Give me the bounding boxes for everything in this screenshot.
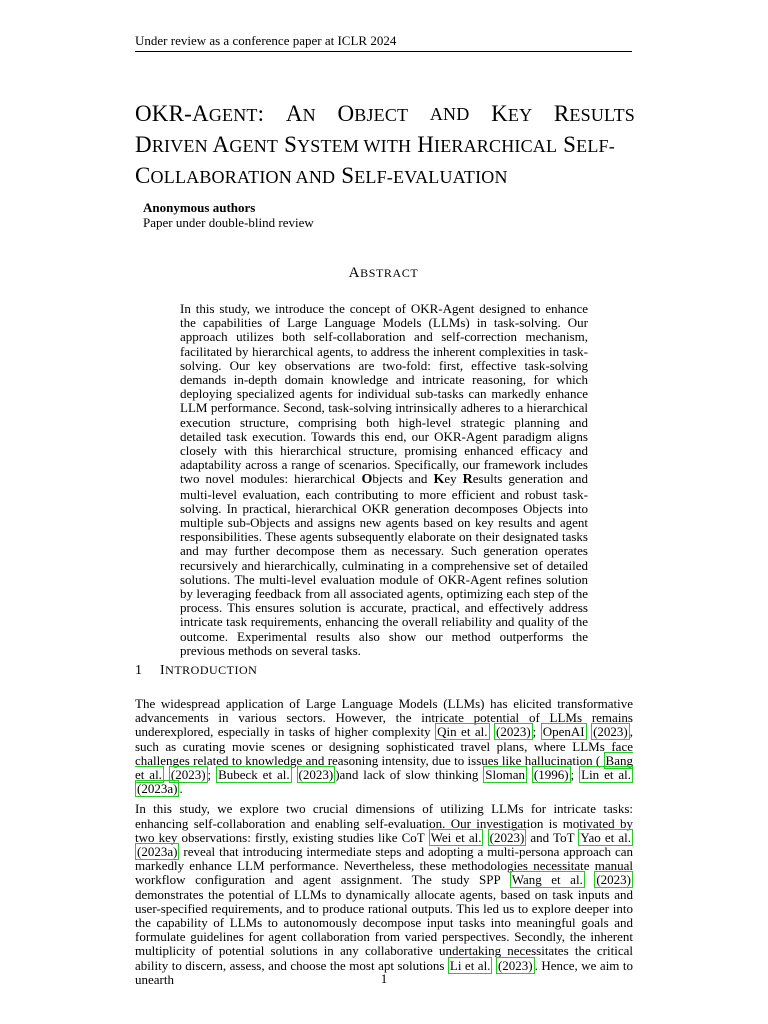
review-note: Paper under double-blind review [143,215,314,230]
abstract-text [180,302,588,658]
citation-link[interactable]: Wang et al. [511,872,583,888]
citation-link[interactable]: Wei et al. [430,829,482,845]
citation-link[interactable]: Lin et al. [581,767,632,783]
intro-paragraph-1: The widespread application of Large Language Models (LLMs) has elicited transformative advancements in various sectors. However, the intricate potential of LLMs remains underexplored, especially in tasks of higher complexity Qin et al. (2023) ; OpenAI (2023) , such as curating movie scenes or designing sophisticated travel plans, where LLMs face challenges related to knowledge and reasoning intensity, due to issues like hallucination ( Bang et al. (2023) ; Bubeck et al. (2023) )and lack of slow thinking Sloman (1996) ; Lin et al. (2023a) . [135,696,633,797]
abstract-heading: ABSTRACT [348,265,419,281]
citation-link[interactable]: (2023) [497,957,533,973]
citation-link[interactable]: Li et al. [449,957,491,973]
abstract-paragraph: In this study, we introduce the concept of OKR-Agent designed to enhance the capabilities of Large Language Models (LLMs) in task-solving. Our approach utilizes both self-collaboration and self-correction mechanism, facilitated by hierarchical agents, to address the inherent complexities in task-solving. Our key observations are two-fold: first, effective task-solving demands in-depth domain knowledge and intricate reasoning, for which deploying specialized agents for individual sub-tasks can markedly enhance LLM performance. Second, task-solving intrinsically adheres to a hierarchical execution structure, comprising both high-level strategic planning and detailed task execution. Towards this end, our OKR-Agent paradigm aligns closely with this hierarchical structure, promising enhanced efficacy and adaptability across a range of scenarios. Specifically, our framework includes two novel modules: hierarchical Objects and Key Results generation and multi-level evaluation, each contributing to more efficient and robust task-solving. In practical, hierarchical OKR generation decomposes Objects into multiple sub-Objects and assigns new agents based on key results and agent responsibilities. These agents subsequently elaborate on their designated tasks and may further decompose them as necessary. Such generation operates recursively and hierarchically, culminating in a comprehensive set of detailed solutions. The multi-level evaluation module of OKR-Agent refines solution by leveraging feedback from all associated agents, optimizing each step of the process. This ensures solution is accurate, practical, and effectively address intricate task requirements, enhancing the overall reliability and quality of the outcome. Experimental results also show our method outperforms the previous methods on several tasks. [180,301,589,658]
title-line-1: OKR-AGENT: AN OBJECT AND KEY RESULTS [135,101,635,126]
citation-link[interactable]: (1996) [533,767,569,783]
author-block [143,200,314,230]
title-line-3: COLLABORATION AND SELF-EVALUATION [135,163,508,188]
section-heading-introduction: 1 INTRODUCTION [135,663,258,678]
citation-link[interactable]: (2023) [593,724,628,740]
citation-link[interactable]: OpenAI [542,724,585,740]
citation-link[interactable]: (2023a) [137,844,178,860]
title-line-2: DRIVEN AGENT SYSTEM WITH HIERARCHICAL SELF- [135,132,615,157]
citation-link[interactable]: (2023) [495,724,531,740]
citation-link[interactable]: Yao et al. [580,829,632,845]
page-number: 1 [380,971,388,986]
citation-link[interactable]: (2023) [298,767,334,783]
citation-link[interactable]: Bubeck et al. [218,767,290,783]
running-header: Under review as a conference paper at ICLR 2024 [135,33,632,52]
citation-link[interactable]: Qin et al. [437,724,488,740]
introduction-body [135,697,633,993]
citation-link[interactable]: Sloman [485,767,525,783]
paper-title [135,99,635,192]
citation-link[interactable]: (2023a) [137,781,178,797]
citation-link[interactable]: Bang et al. [135,752,633,783]
intro-paragraph-2: In this study, we explore two crucial dimensions of utilizing LLMs for intricate tasks: enhancing self-collaboration and enabling self-evaluation. Our investigation is motivated by two key observations: firstly, existing studies like CoT Wei et al. (2023) and ToT Yao et al. (2023a) reveal that introducing intermediate steps and adopting a multi-persona approach can markedly enhance LLM performance. Nevertheless, these methodologies necessitate manual workflow configuration and agent assignment. The study SPP Wang et al. (2023) demonstrates the potential of LLMs to dynamically allocate agents, based on task inputs and user-specified requirements, and to produce rational outputs. This led us to explore deeper into the capability of LLMs to autonomously decompose input tasks into meaningful goals and formulate guidelines for agent collaboration from varied perspectives. Secondly, the inherent multiplicity of potential solutions in any collaborative undertaking necessitates the critical ability to discern, assess, and choose the most apt solutions Li et al. (2023) . Hence, we aim to unearth [135,801,634,987]
citation-link[interactable]: (2023) [596,872,632,888]
citation-link[interactable]: (2023) [489,829,525,845]
author-name: Anonymous authors [143,200,256,215]
citation-link[interactable]: (2023) [170,767,206,783]
